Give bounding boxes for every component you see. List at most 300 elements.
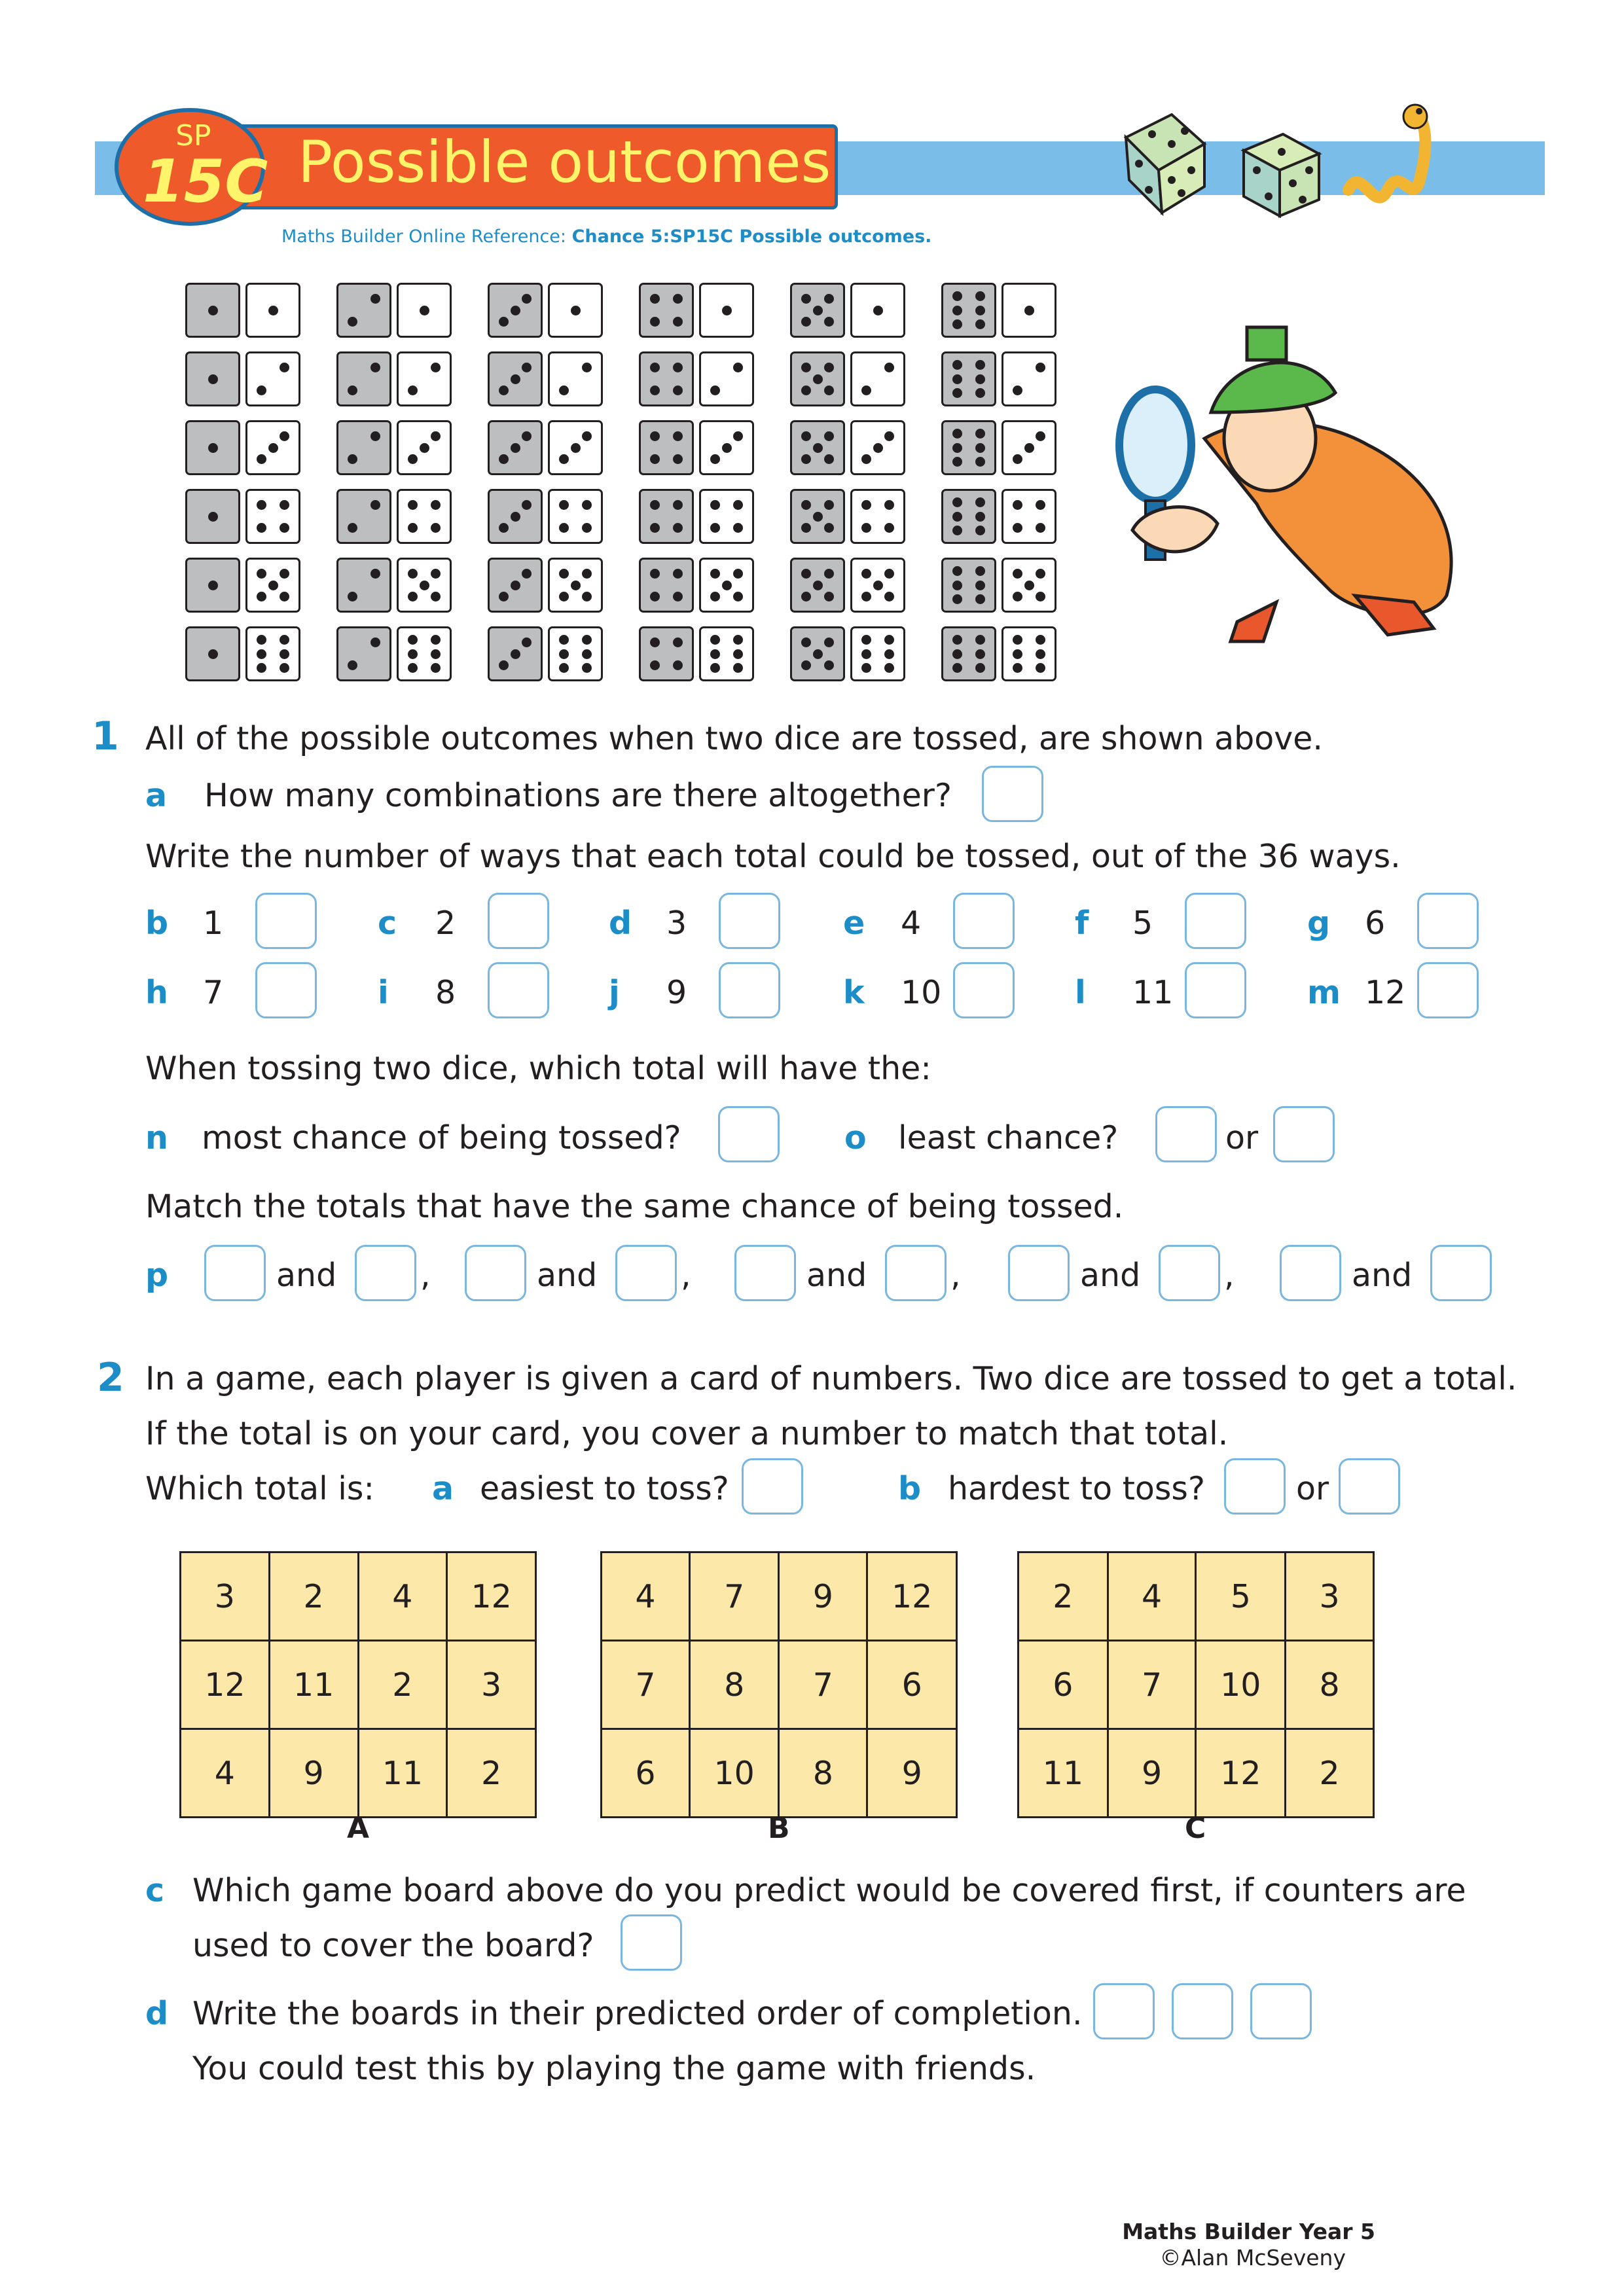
board-row: [1019, 1729, 1374, 1818]
board-label-A: A: [347, 1812, 370, 1845]
die-pip: [499, 386, 509, 395]
die-pip: [571, 443, 581, 453]
die-pip: [650, 294, 660, 304]
board-cell: 8: [689, 1641, 779, 1729]
die-pip: [884, 663, 894, 673]
die-pip: [370, 500, 380, 510]
die-first: [941, 558, 996, 613]
die-pip: [952, 649, 962, 659]
die-pip: [522, 500, 532, 510]
die-pip: [257, 523, 266, 533]
die-pip: [975, 566, 985, 576]
die-pip: [722, 581, 732, 590]
die-pip: [431, 569, 441, 579]
board-cell: 11: [358, 1729, 447, 1818]
die-first: [790, 283, 845, 338]
die-second: [699, 626, 754, 681]
die-first: [185, 558, 240, 613]
die-pip: [673, 386, 683, 395]
die-pip: [499, 317, 509, 327]
die-pip: [975, 457, 985, 467]
q2b-text: hardest to toss?: [948, 1470, 1205, 1507]
detective-illustration: [1106, 314, 1473, 655]
die-pip: [280, 363, 289, 372]
board-cell: 11: [269, 1641, 358, 1729]
game-board-B: [600, 1551, 958, 1818]
die-second: [1001, 626, 1056, 681]
board-cell: 3: [1286, 1552, 1374, 1641]
q2c-label: c: [145, 1872, 165, 1909]
die-second: [397, 626, 452, 681]
die-pip: [824, 592, 834, 601]
die-pip: [975, 512, 985, 522]
die-pip: [571, 306, 581, 315]
pair-2-box-2[interactable]: [615, 1245, 677, 1301]
die-pip: [733, 569, 743, 579]
die-first: [639, 283, 694, 338]
die-pip: [257, 454, 266, 464]
die-pip: [733, 663, 743, 673]
board-cell: 12: [447, 1552, 536, 1641]
total-answer-box-c[interactable]: [488, 893, 549, 949]
die-pip: [722, 443, 732, 453]
q1a-answer-box[interactable]: [982, 766, 1043, 822]
die-pip: [710, 500, 720, 510]
die-pip: [1036, 635, 1045, 645]
die-pip: [1013, 592, 1022, 601]
die-pip: [813, 581, 823, 590]
board-label-C: C: [1185, 1812, 1206, 1845]
die-pip: [280, 523, 289, 533]
die-pip: [208, 649, 218, 659]
die-first: [790, 489, 845, 544]
die-second: [850, 558, 905, 613]
q1-ways-text: Write the number of ways that each total could be tossed, out of the 36 ways.: [145, 838, 1401, 875]
die-second: [1001, 283, 1056, 338]
die-pip: [208, 443, 218, 453]
die-second: [245, 558, 300, 613]
die-pip: [208, 581, 218, 590]
footer-author: ©Alan McSeveny: [1159, 2245, 1346, 2270]
die-second: [850, 351, 905, 406]
die-pip: [1024, 581, 1034, 590]
total-label-k: k: [843, 974, 865, 1011]
pair-2-comma: ,: [681, 1257, 691, 1294]
board-row: [1019, 1641, 1374, 1729]
die-pip: [975, 374, 985, 384]
game-board-A: [179, 1551, 537, 1818]
die-pip: [813, 512, 823, 522]
board-cell: 9: [1108, 1729, 1196, 1818]
die-pip: [824, 523, 834, 533]
die-pip: [582, 649, 592, 659]
q1a-text: How many combinations are there altogether?: [204, 777, 952, 814]
board-cell: 10: [1196, 1641, 1286, 1729]
total-label-h: h: [145, 974, 168, 1011]
board-cell: 9: [867, 1729, 957, 1818]
die-pip: [268, 581, 278, 590]
die-pip: [559, 663, 569, 673]
die-second: [397, 420, 452, 475]
die-pip: [280, 635, 289, 645]
q1n-answer-box[interactable]: [718, 1106, 780, 1162]
online-reference: [281, 226, 931, 247]
die-second: [699, 558, 754, 613]
die-pip: [1036, 500, 1045, 510]
die-pip: [522, 637, 532, 647]
die-pip: [861, 523, 871, 533]
die-pip: [1036, 363, 1045, 372]
board-cell: 3: [181, 1552, 270, 1641]
die-pip: [1036, 431, 1045, 441]
die-first: [185, 626, 240, 681]
die-pip: [813, 649, 823, 659]
q2c-line2: used to cover the board?: [192, 1927, 594, 1964]
die-pip: [522, 569, 532, 579]
total-answer-box-f[interactable]: [1185, 893, 1246, 949]
die-second: [850, 283, 905, 338]
die-pip: [257, 649, 266, 659]
die-second: [850, 420, 905, 475]
die-first: [941, 489, 996, 544]
total-label-j: j: [609, 974, 620, 1011]
q1p-label: p: [145, 1257, 169, 1294]
q2b-answer-box-2[interactable]: [1339, 1458, 1400, 1515]
badge-code: 15C: [143, 147, 268, 216]
die-first: [336, 351, 391, 406]
die-pip: [511, 581, 520, 590]
die-first: [185, 351, 240, 406]
die-pip: [710, 454, 720, 464]
die-pip: [861, 386, 871, 395]
ref-prefix: Maths Builder Online Reference:: [281, 226, 572, 247]
total-label-i: i: [378, 974, 389, 1011]
die-pip: [710, 663, 720, 673]
total-value-h: 7: [203, 974, 224, 1011]
pair-5-box-2[interactable]: [1430, 1245, 1492, 1301]
die-pip: [824, 637, 834, 647]
pair-4-box-1[interactable]: [1008, 1245, 1070, 1301]
board-cell: 4: [1108, 1552, 1196, 1641]
total-value-m: 12: [1365, 974, 1406, 1011]
board-cell: 6: [1019, 1641, 1108, 1729]
die-pip: [420, 581, 429, 590]
die-pip: [280, 569, 289, 579]
die-first: [336, 558, 391, 613]
die-pip: [975, 581, 985, 590]
die-pip: [975, 291, 985, 301]
board-cell: 6: [867, 1641, 957, 1729]
worm-icon: [1348, 105, 1427, 198]
pair-1-box-2[interactable]: [355, 1245, 416, 1301]
die-pip: [673, 660, 683, 670]
q2d-line1: Write the boards in their predicted order of completion.: [192, 1995, 1083, 2032]
die-pip: [873, 306, 883, 315]
die-pip: [370, 569, 380, 579]
q2d-answer-box-3[interactable]: [1250, 1983, 1312, 2039]
die-pip: [650, 363, 660, 372]
die-first: [639, 626, 694, 681]
board-cell: 7: [1108, 1641, 1196, 1729]
die-second: [699, 420, 754, 475]
die-pip: [673, 454, 683, 464]
die-pip: [257, 592, 266, 601]
die-pip: [884, 569, 894, 579]
die-pip: [370, 363, 380, 372]
pair-2-box-1[interactable]: [465, 1245, 526, 1301]
die-pip: [559, 569, 569, 579]
die-pip: [710, 635, 720, 645]
die-pip: [1013, 649, 1022, 659]
total-value-i: 8: [435, 974, 456, 1011]
q1o-answer-box-1[interactable]: [1155, 1106, 1217, 1162]
pair-5-and: and: [1352, 1257, 1413, 1294]
total-label-g: g: [1307, 905, 1331, 942]
total-answer-box-d[interactable]: [719, 893, 780, 949]
board-cell: 4: [181, 1729, 270, 1818]
die-pip: [408, 649, 418, 659]
total-value-j: 9: [666, 974, 687, 1011]
die-pip: [511, 512, 520, 522]
die-pip: [257, 635, 266, 645]
board-label-B: B: [768, 1812, 790, 1845]
board-cell: 10: [689, 1729, 779, 1818]
q2c-answer-box[interactable]: [621, 1914, 682, 1971]
die-pip: [861, 569, 871, 579]
die-pip: [1013, 663, 1022, 673]
die-first: [790, 351, 845, 406]
die-pip: [801, 317, 811, 327]
die-second: [548, 283, 603, 338]
q1-match-text: Match the totals that have the same chance of being tossed.: [145, 1188, 1124, 1225]
die-pip: [522, 431, 532, 441]
pair-1-comma: ,: [420, 1257, 431, 1294]
die-first: [336, 626, 391, 681]
die-pip: [1024, 443, 1034, 453]
total-answer-box-b[interactable]: [255, 893, 317, 949]
pair-4-box-2[interactable]: [1159, 1245, 1220, 1301]
die-second: [1001, 489, 1056, 544]
die-pip: [1013, 500, 1022, 510]
board-cell: 2: [269, 1552, 358, 1641]
die-pip: [1013, 454, 1022, 464]
die-pip: [952, 512, 962, 522]
die-pip: [582, 635, 592, 645]
die-second: [548, 626, 603, 681]
die-pip: [952, 497, 962, 507]
die-second: [245, 420, 300, 475]
die-second: [397, 489, 452, 544]
pair-1-box-1[interactable]: [204, 1245, 266, 1301]
board-cell: 7: [689, 1552, 779, 1641]
die-pip: [431, 523, 441, 533]
die-pip: [280, 500, 289, 510]
die-pip: [975, 663, 985, 673]
die-pip: [952, 319, 962, 329]
die-pip: [582, 523, 592, 533]
total-label-f: f: [1075, 905, 1089, 942]
die-pip: [673, 500, 683, 510]
die-first: [790, 558, 845, 613]
die-pip: [975, 594, 985, 604]
die-second: [245, 283, 300, 338]
q2d-line2: You could test this by playing the game with friends.: [192, 2050, 1036, 2087]
die-pip: [431, 649, 441, 659]
q2b-answer-box-1[interactable]: [1224, 1458, 1286, 1515]
die-pip: [208, 306, 218, 315]
q2d-answer-box-2[interactable]: [1172, 1983, 1233, 2039]
die-pip: [861, 635, 871, 645]
die-pip: [824, 363, 834, 372]
total-answer-box-j[interactable]: [719, 962, 780, 1018]
pair-4-comma: ,: [1224, 1257, 1235, 1294]
die-pip: [582, 363, 592, 372]
die-second: [548, 351, 603, 406]
total-label-d: d: [609, 905, 632, 942]
badge-strand: SP: [175, 119, 211, 152]
die-pip: [952, 594, 962, 604]
die-pip: [268, 306, 278, 315]
footer-book: Maths Builder Year 5: [1122, 2219, 1375, 2244]
die-pip: [650, 431, 660, 441]
board-cell: 9: [779, 1552, 867, 1641]
die-first: [639, 558, 694, 613]
die-pip: [408, 569, 418, 579]
total-value-d: 3: [666, 905, 687, 942]
total-value-f: 5: [1132, 905, 1153, 942]
die-pip: [975, 360, 985, 370]
die-pip: [975, 319, 985, 329]
die-pip: [1013, 569, 1022, 579]
die-pip: [873, 581, 883, 590]
board-cell: 7: [779, 1641, 867, 1729]
pair-5-box-1[interactable]: [1280, 1245, 1341, 1301]
board-cell: 4: [602, 1552, 690, 1641]
die-pip: [824, 454, 834, 464]
die-first: [790, 420, 845, 475]
die-pip: [1024, 306, 1034, 315]
die-pip: [1013, 635, 1022, 645]
board-cell: 8: [779, 1729, 867, 1818]
total-answer-box-g[interactable]: [1417, 893, 1479, 949]
die-pip: [884, 523, 894, 533]
total-answer-box-i[interactable]: [488, 962, 549, 1018]
die-first: [336, 420, 391, 475]
q1o-answer-box-2[interactable]: [1273, 1106, 1335, 1162]
q2a-answer-box[interactable]: [742, 1458, 803, 1515]
die-pip: [559, 386, 569, 395]
die-pip: [824, 317, 834, 327]
total-label-e: e: [843, 905, 865, 942]
die-pip: [582, 500, 592, 510]
die-first: [941, 420, 996, 475]
die-pip: [952, 291, 962, 301]
die-pip: [952, 566, 962, 576]
die-pip: [861, 649, 871, 659]
die-pip: [1036, 663, 1045, 673]
total-answer-box-l[interactable]: [1185, 962, 1246, 1018]
q1o-label: o: [844, 1119, 867, 1157]
ref-link[interactable]: Chance 5:SP15C Possible outcomes.: [571, 226, 932, 247]
die-pip: [257, 386, 266, 395]
die-first: [488, 351, 543, 406]
die-pip: [873, 443, 883, 453]
die-pip: [571, 581, 581, 590]
die-second: [699, 489, 754, 544]
die-pip: [420, 306, 429, 315]
die-pip: [1013, 386, 1022, 395]
die-pip: [824, 500, 834, 510]
q2d-answer-box-1[interactable]: [1093, 1983, 1155, 2039]
die-pip: [673, 523, 683, 533]
board-cell: 4: [358, 1552, 447, 1641]
die-pip: [280, 431, 289, 441]
die-pip: [522, 294, 532, 304]
die-second: [699, 283, 754, 338]
die-first: [488, 489, 543, 544]
pair-3-and: and: [806, 1257, 867, 1294]
die-pip: [813, 443, 823, 453]
q1a-label: a: [145, 777, 168, 814]
die-pip: [952, 443, 962, 453]
die-pip: [952, 374, 962, 384]
q2d-label: d: [145, 1995, 169, 2032]
q1n-label: n: [145, 1119, 168, 1157]
die-pip: [801, 386, 811, 395]
die-pip: [370, 294, 380, 304]
board-cell: 3: [447, 1641, 536, 1729]
die-pip: [733, 592, 743, 601]
die-second: [397, 558, 452, 613]
die-pip: [348, 317, 357, 327]
die-pip: [408, 592, 418, 601]
die-pip: [431, 363, 441, 372]
die-second: [397, 283, 452, 338]
die-pip: [710, 649, 720, 659]
pair-3-box-2[interactable]: [885, 1245, 947, 1301]
die-pip: [733, 431, 743, 441]
pair-3-box-1[interactable]: [734, 1245, 796, 1301]
board-cell: 2: [1286, 1729, 1374, 1818]
die-pip: [208, 512, 218, 522]
die-pip: [710, 386, 720, 395]
die-pip: [673, 592, 683, 601]
die-first: [639, 489, 694, 544]
die-first: [488, 626, 543, 681]
die-pip: [975, 443, 985, 453]
die-first: [185, 489, 240, 544]
die-second: [397, 351, 452, 406]
die-pip: [952, 306, 962, 315]
die-pip: [673, 431, 683, 441]
pair-4-and: and: [1080, 1257, 1141, 1294]
total-label-l: l: [1075, 974, 1086, 1011]
die-pip: [801, 592, 811, 601]
total-label-m: m: [1307, 974, 1341, 1011]
die-pip: [511, 443, 520, 453]
die-pip: [420, 443, 429, 453]
total-answer-box-e[interactable]: [953, 893, 1015, 949]
total-answer-box-k[interactable]: [953, 962, 1015, 1018]
die-pip: [582, 663, 592, 673]
dice-worm-illustration: [1113, 98, 1453, 229]
q1o-text: least chance?: [898, 1119, 1119, 1157]
die-pip: [884, 649, 894, 659]
total-answer-box-m[interactable]: [1417, 962, 1479, 1018]
total-answer-box-h[interactable]: [255, 962, 317, 1018]
total-value-c: 2: [435, 905, 456, 942]
die-second: [850, 626, 905, 681]
